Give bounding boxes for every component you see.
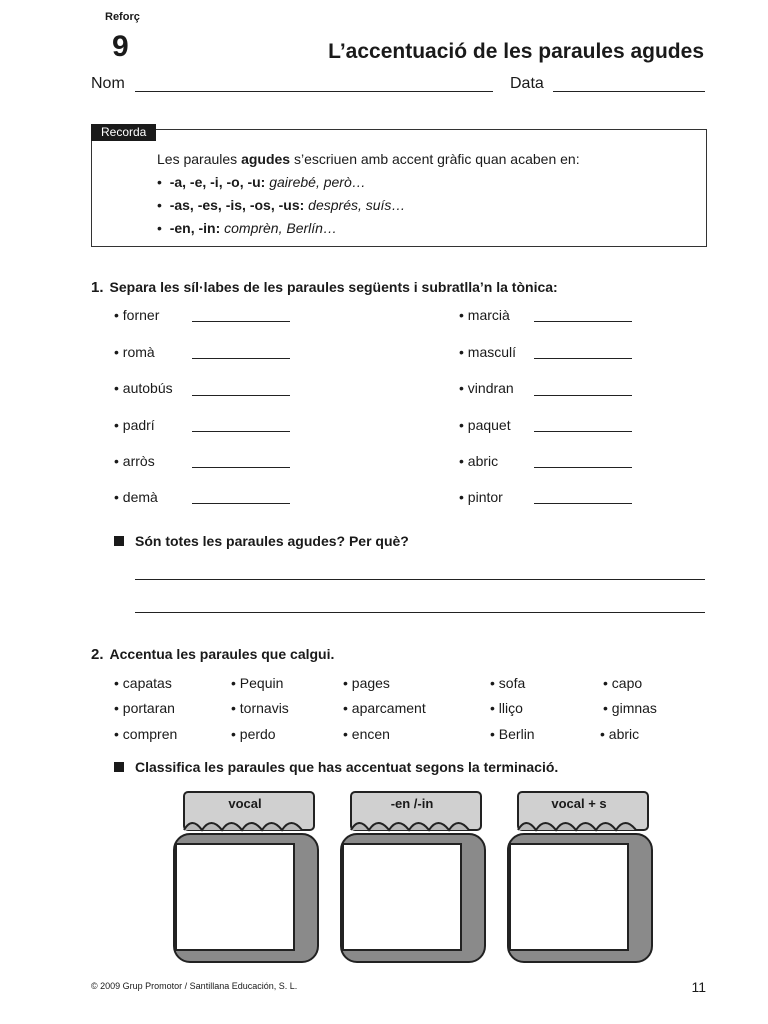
word-item: • gimnas — [603, 700, 657, 716]
answer-blank[interactable] — [534, 395, 632, 396]
jar-illustration — [504, 790, 654, 965]
answer-line[interactable] — [135, 612, 705, 613]
exercise-2-classify: Classifica les paraules que has accentuat segons la terminació. — [135, 759, 559, 775]
answer-blank[interactable] — [534, 503, 632, 504]
answer-blank[interactable] — [534, 431, 632, 432]
word-item: • portaran — [114, 700, 175, 716]
word-item: • padrí — [114, 417, 155, 433]
answer-blank[interactable] — [534, 467, 632, 468]
jar-label: -en /-in — [390, 796, 434, 811]
word-item: • aparcament — [343, 700, 426, 716]
word-item: • encen — [343, 726, 390, 742]
word-item: • vindran — [459, 380, 514, 396]
answer-blank[interactable] — [534, 358, 632, 359]
section-label: Reforç — [105, 11, 140, 23]
answer-blank[interactable] — [534, 321, 632, 322]
jar-illustration — [337, 790, 487, 965]
answer-line[interactable] — [135, 579, 705, 580]
word-item: • abric — [459, 453, 499, 469]
exercise-2-prompt: 2. Accentua les paraules que calgui. — [91, 646, 335, 663]
answer-blank[interactable] — [192, 503, 290, 504]
recorda-bullet: • -as, -es, -is, -os, -us: després, suís… — [157, 197, 406, 213]
word-item: • paquet — [459, 417, 511, 433]
word-item: • Berlin — [490, 726, 535, 742]
jar-illustration — [170, 790, 320, 965]
jar-vocal[interactable] — [170, 790, 320, 965]
page-number: 11 — [691, 979, 706, 995]
word-item: • capo — [603, 675, 643, 691]
answer-blank[interactable] — [192, 321, 290, 322]
recorda-intro: Les paraules agudes s’escriuen amb accent gràfic quan acaben en: — [157, 151, 580, 167]
word-item: • tornavis — [231, 700, 289, 716]
word-item: • perdo — [231, 726, 276, 742]
recorda-bullet: • -en, -in: comprèn, Berlín… — [157, 220, 337, 236]
answer-blank[interactable] — [192, 431, 290, 432]
answer-blank[interactable] — [192, 467, 290, 468]
word-item: • Pequin — [231, 675, 284, 691]
word-item: • marcià — [459, 307, 510, 323]
recorda-bullet: • -a, -e, -i, -o, -u: gairebé, però… — [157, 174, 366, 190]
word-item: • abric — [600, 726, 640, 742]
jar-vocal-s[interactable] — [504, 790, 654, 965]
date-field[interactable] — [553, 91, 705, 92]
word-item: • pintor — [459, 489, 503, 505]
answer-blank[interactable] — [192, 395, 290, 396]
name-field[interactable] — [135, 91, 493, 92]
answer-blank[interactable] — [192, 358, 290, 359]
page-title: L’accentuació de les paraules agudes — [328, 40, 704, 63]
word-item: • masculí — [459, 344, 517, 360]
square-bullet-icon — [114, 762, 124, 772]
date-label: Data — [510, 75, 544, 92]
recorda-tag: Recorda — [91, 124, 156, 141]
name-label: Nom — [91, 75, 125, 92]
exercise-1-question: Són totes les paraules agudes? Per què? — [135, 533, 409, 549]
unit-number: 9 — [112, 30, 129, 63]
word-item: • arròs — [114, 453, 155, 469]
square-bullet-icon — [114, 536, 124, 546]
exercise-1-prompt: 1. Separa les síl·labes de les paraules següents i subratlla’n la tònica: — [91, 279, 558, 296]
jar-label: vocal + s — [551, 796, 607, 811]
word-item: • sofa — [490, 675, 526, 691]
word-item: • compren — [114, 726, 178, 742]
word-item: • autobús — [114, 380, 173, 396]
copyright: © 2009 Grup Promotor / Santillana Educación, S. L. — [91, 981, 298, 991]
recorda-text — [157, 148, 580, 240]
word-item: • pages — [343, 675, 390, 691]
word-item: • capatas — [114, 675, 172, 691]
jar-en-in[interactable] — [337, 790, 487, 965]
jar-label: vocal — [228, 796, 262, 811]
word-item: • lliço — [490, 700, 523, 716]
word-item: • forner — [114, 307, 160, 323]
word-item: • romà — [114, 344, 155, 360]
word-item: • demà — [114, 489, 158, 505]
